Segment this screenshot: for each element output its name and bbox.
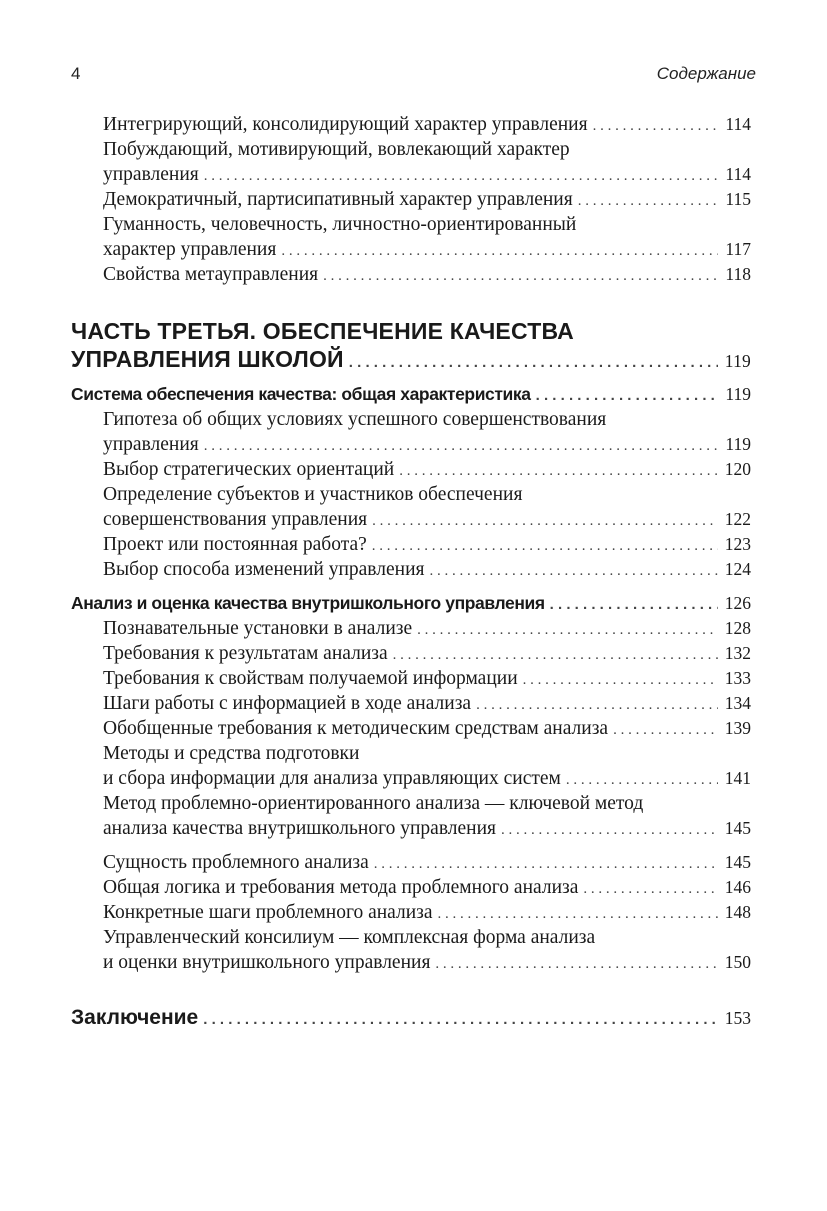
toc-leader-dots <box>399 459 718 484</box>
toc-entry-title: и оценки внутришкольного управления <box>103 952 431 973</box>
toc-leader-dots <box>349 349 718 377</box>
toc-page-number: 114 <box>725 164 751 184</box>
toc-entry-title: Выбор способа изменений управления <box>103 559 425 580</box>
toc-page-number: 145 <box>724 818 751 838</box>
toc-entry-text: Управленческий консилиум — комплексная форма анализа <box>103 927 596 948</box>
toc-leader-dots <box>523 668 718 693</box>
toc-entry-text: Определение субъектов и участников обеспечения <box>103 484 523 505</box>
toc-entry-title: Заключение <box>71 1006 199 1029</box>
toc-leader-dots <box>566 768 718 793</box>
toc-page-number: 153 <box>724 1008 751 1028</box>
toc-leader-dots <box>593 114 718 139</box>
toc-leader-dots <box>372 509 718 534</box>
toc-entry <box>71 950 751 975</box>
toc-entry <box>71 666 751 691</box>
toc-leader-dots <box>435 952 718 977</box>
toc-entry-line <box>71 791 751 816</box>
toc-entry <box>71 532 751 557</box>
toc-page-number: 128 <box>724 618 751 638</box>
toc-entry-text: ЧАСТЬ ТРЕТЬЯ. ОБЕСПЕЧЕНИЕ КАЧЕСТВА <box>71 318 574 344</box>
toc-page-number: 118 <box>725 264 751 284</box>
toc-leader-dots <box>578 189 718 214</box>
toc-spacer <box>71 287 751 317</box>
toc-entry <box>71 345 751 373</box>
toc-entry-line <box>71 212 751 237</box>
toc-entry <box>71 900 751 925</box>
toc-leader-dots <box>613 718 718 743</box>
toc-entry-line <box>71 925 751 950</box>
toc-entry <box>71 616 751 641</box>
toc-entry <box>71 641 751 666</box>
toc-entry <box>71 691 751 716</box>
toc-entry-text: Побуждающий, мотивирующий, вовлекающий характер <box>103 139 570 160</box>
toc-entry <box>71 591 751 616</box>
toc-leader-dots <box>393 643 718 668</box>
toc-entry <box>71 507 751 532</box>
toc-entry <box>71 816 751 841</box>
toc-page-number: 150 <box>724 952 751 972</box>
toc-entry <box>71 457 751 482</box>
toc-entry-title: и сбора информации для анализа управляющих систем <box>103 768 561 789</box>
toc-leader-dots <box>374 852 718 877</box>
toc-entry-title: Познавательные установки в анализе <box>103 618 413 639</box>
toc-page-number: 145 <box>724 852 751 872</box>
toc-entry <box>71 716 751 741</box>
toc-entry-text: Гуманность, человечность, личностно-ориентированный <box>103 214 577 235</box>
toc-entry-title: управления <box>103 164 199 185</box>
toc-page-number: 141 <box>724 768 751 788</box>
toc-leader-dots <box>583 877 718 902</box>
toc-entry-title: Проект или постоянная работа? <box>103 534 367 555</box>
toc-entry <box>71 382 751 407</box>
toc-page-number: 134 <box>724 693 751 713</box>
toc-page-number: 117 <box>725 239 751 259</box>
toc-entry-title: Требования к результатам анализа <box>103 643 388 664</box>
toc-leader-dots <box>550 592 718 617</box>
toc-entry-title: Общая логика и требования метода проблемного анализа <box>103 877 579 898</box>
toc-entry-title: Система обеспечения качества: общая характеристика <box>71 384 531 404</box>
toc-page-number: 132 <box>724 643 751 663</box>
toc-entry-title: Конкретные шаги проблемного анализа <box>103 902 433 923</box>
toc-page-number: 119 <box>724 351 751 371</box>
toc-page-number: 119 <box>725 384 751 404</box>
toc-entry <box>71 850 751 875</box>
page-header <box>71 64 756 90</box>
toc-entry-line <box>71 137 751 162</box>
toc-entry-title: Требования к свойствам получаемой информации <box>103 668 518 689</box>
table-of-contents <box>71 112 751 1030</box>
toc-entry <box>71 1005 751 1030</box>
toc-entry <box>71 112 751 137</box>
toc-leader-dots <box>429 559 718 584</box>
toc-page-number: 124 <box>724 559 751 579</box>
toc-page-number: 133 <box>724 668 751 688</box>
toc-page-number: 119 <box>725 434 751 454</box>
toc-entry-title: Сущность проблемного анализа <box>103 852 369 873</box>
toc-page-number: 126 <box>724 593 751 613</box>
page-number: 4 <box>71 64 81 83</box>
toc-leader-dots <box>417 618 718 643</box>
toc-entry-title: УПРАВЛЕНИЯ ШКОЛОЙ <box>71 346 344 372</box>
toc-entry-title: Интегрирующий, консолидирующий характер управления <box>103 114 588 135</box>
toc-entry-title: управления <box>103 434 199 455</box>
toc-entry-text: Гипотеза об общих условиях успешного совершенствования <box>103 409 607 430</box>
toc-entry-title: Анализ и оценка качества внутришкольного управления <box>71 593 545 613</box>
toc-entry-title: совершенствования управления <box>103 509 368 530</box>
toc-entry-title: Обобщенные требования к методическим средствам анализа <box>103 718 609 739</box>
toc-entry-text: Метод проблемно-ориентированного анализа — ключевой метод <box>103 793 644 814</box>
toc-entry-title: Выбор стратегических ориентаций <box>103 459 395 480</box>
toc-entry-title: характер управления <box>103 239 277 260</box>
toc-page-number: 114 <box>725 114 751 134</box>
toc-leader-dots <box>204 164 718 189</box>
toc-page-number: 146 <box>724 877 751 897</box>
toc-leader-dots <box>438 902 718 927</box>
toc-leader-dots <box>372 534 718 559</box>
toc-entry-line <box>71 317 751 345</box>
toc-leader-dots <box>501 818 718 843</box>
toc-page-number: 120 <box>724 459 751 479</box>
toc-entry <box>71 187 751 212</box>
toc-entry-text: Методы и средства подготовки <box>103 743 360 764</box>
toc-entry <box>71 766 751 791</box>
toc-page-number: 148 <box>724 902 751 922</box>
toc-entry <box>71 237 751 262</box>
toc-page-number: 122 <box>724 509 751 529</box>
toc-leader-dots <box>203 1007 718 1032</box>
toc-entry-title: Свойства метауправления <box>103 264 319 285</box>
toc-entry-line <box>71 482 751 507</box>
toc-leader-dots <box>204 434 718 459</box>
toc-entry <box>71 162 751 187</box>
toc-entry <box>71 262 751 287</box>
toc-leader-dots <box>536 383 718 408</box>
toc-page-number: 115 <box>725 189 751 209</box>
toc-leader-dots <box>323 264 718 289</box>
toc-leader-dots <box>281 239 718 264</box>
toc-page-number: 139 <box>724 718 751 738</box>
toc-page-number: 123 <box>724 534 751 554</box>
running-title: Содержание <box>656 64 756 83</box>
toc-entry <box>71 432 751 457</box>
toc-entry <box>71 875 751 900</box>
toc-spacer <box>71 975 751 1005</box>
toc-entry-title: Шаги работы с информацией в ходе анализа <box>103 693 472 714</box>
toc-leader-dots <box>476 693 718 718</box>
toc-entry-line <box>71 741 751 766</box>
toc-entry <box>71 557 751 582</box>
toc-entry-title: анализа качества внутришкольного управления <box>103 818 497 839</box>
toc-entry-line <box>71 407 751 432</box>
toc-entry-title: Демократичный, партисипативный характер управления <box>103 189 573 210</box>
